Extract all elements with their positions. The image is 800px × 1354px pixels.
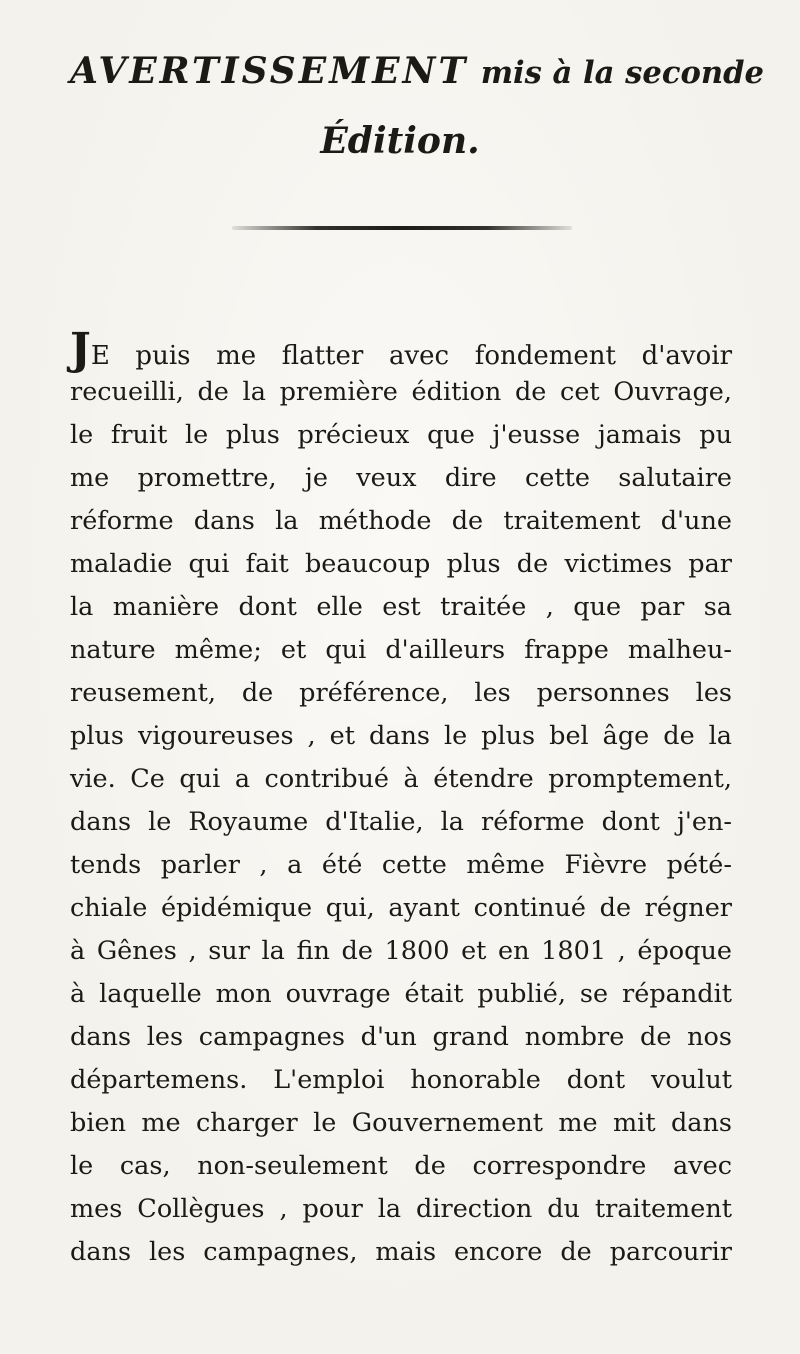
text-line: la manière dont elle est traitée , que par sa (70, 592, 732, 622)
ornamental-rule (232, 226, 572, 230)
first-line-text: E puis me flatter avec fondement d'avoir (90, 341, 732, 371)
text-line: à laquelle mon ouvrage était publié, se répandit (70, 979, 732, 1009)
text-line: plus vigoureuses , et dans le plus bel âge de la (70, 721, 732, 751)
text-line: chiale épidémique qui, ayant continué de régner (70, 893, 732, 923)
text-line: bien me charger le Gouvernement me mit dans (70, 1108, 732, 1138)
text-line: mes Collègues , pour la direction du traitement (70, 1194, 732, 1224)
heading-title (70, 50, 764, 92)
heading-title-caps: AVERTISSEMENT (70, 50, 469, 92)
text-line: à Gênes , sur la fin de 1800 et en 1801 , époque (70, 936, 732, 966)
text-line: me promettre, je veux dire cette salutaire (70, 463, 732, 493)
text-line: tends parler , a été cette même Fièvre pété- (70, 850, 732, 880)
text-line: vie. Ce qui a contribué à étendre promptement, (70, 764, 732, 794)
text-line (70, 324, 732, 375)
body-paragraph (70, 324, 732, 1274)
text-line: reusement, de préférence, les personnes les (70, 678, 732, 708)
text-line: dans les campagnes, mais encore de parcourir (70, 1237, 732, 1267)
heading-edition: Édition. (320, 120, 480, 162)
text-line: le cas, non-seulement de correspondre avec (70, 1151, 732, 1181)
text-line: recueilli, de la première édition de cet Ouvrage, (70, 377, 732, 407)
text-line: départemens. L'emploi honorable dont voulut (70, 1065, 732, 1095)
text-line: le fruit le plus précieux que j'eusse jamais pu (70, 420, 732, 450)
drop-cap: J (70, 324, 91, 375)
text-line: maladie qui fait beaucoup plus de victimes par (70, 549, 732, 579)
text-line: dans les campagnes d'un grand nombre de nos (70, 1022, 732, 1052)
text-line: réforme dans la méthode de traitement d'une (70, 506, 732, 536)
heading-title-rest: mis à la seconde (480, 55, 764, 91)
text-line: dans le Royaume d'Italie, la réforme dont j'en- (70, 807, 732, 837)
text-line: nature même; et qui d'ailleurs frappe malheu- (70, 635, 732, 665)
